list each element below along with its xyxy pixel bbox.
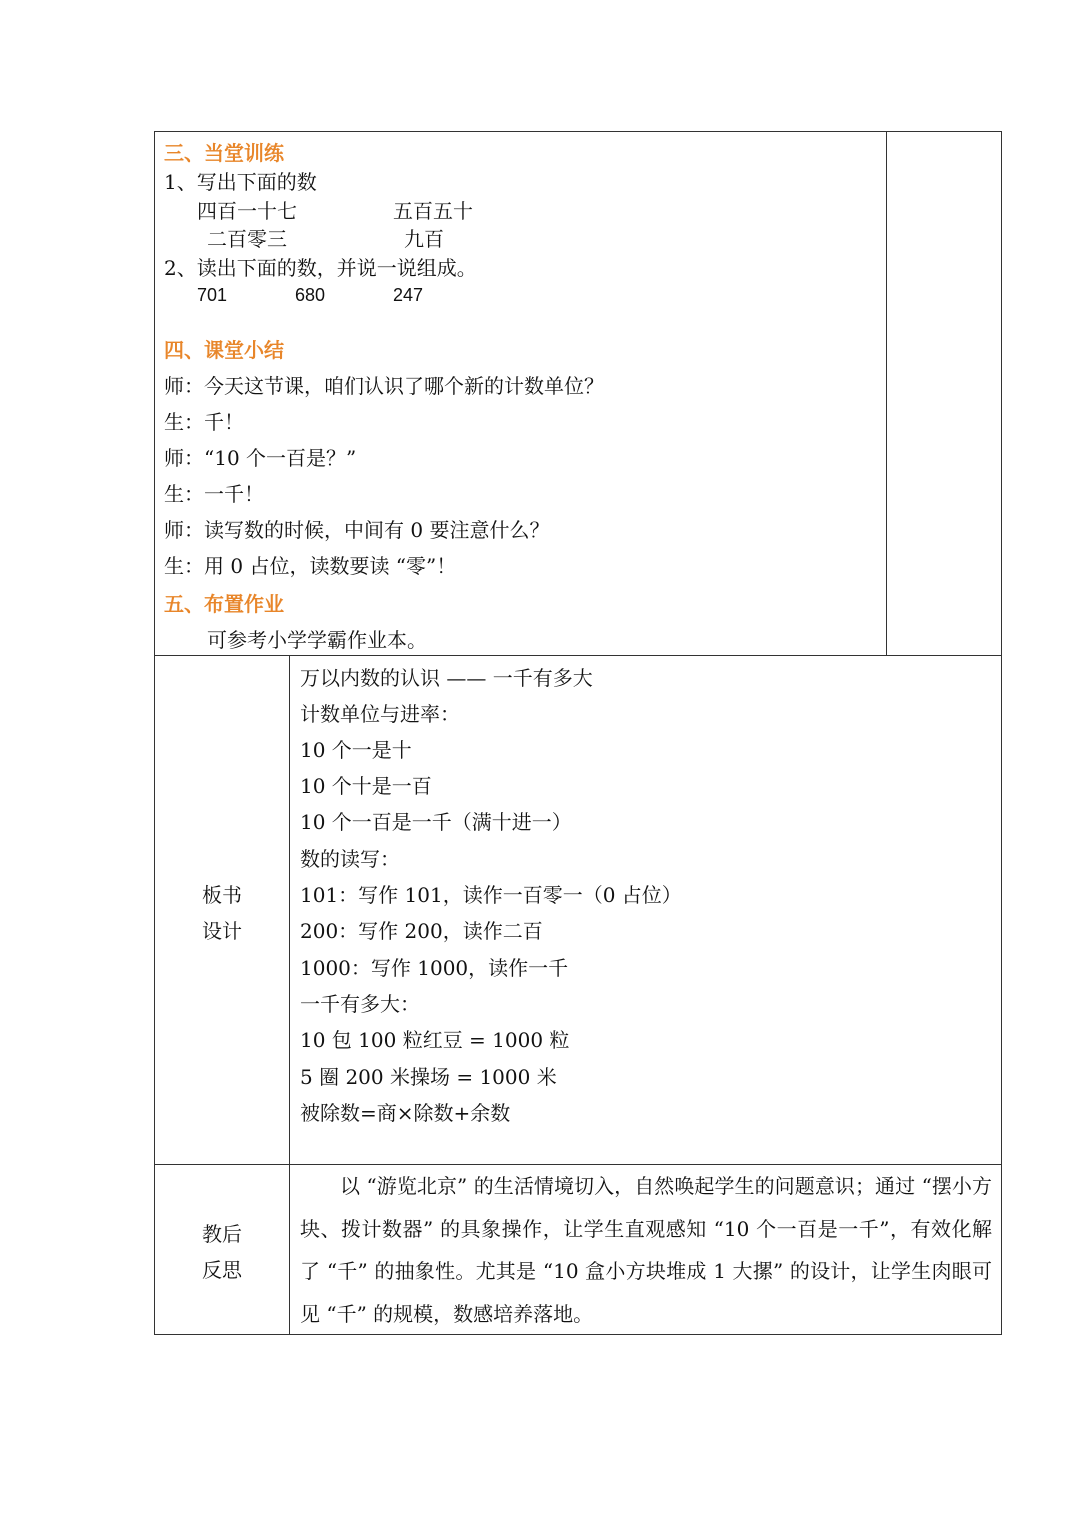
board-line: 200：写作 200，读作二百 [300,919,543,943]
homework-line: 可参考小学学霸作业本。 [207,628,427,652]
table-top-border [154,131,1002,132]
question-1: 1、写出下面的数 [164,170,317,194]
dialogue-line: 师：今天这节课，咱们认识了哪个新的计数单位？ [164,374,604,398]
dialogue-line: 师：“10 个一百是？” [164,446,357,470]
board-line: 一千有多大： [300,992,420,1016]
board-line: 5 圈 200 米操场 = 1000 米 [300,1065,557,1089]
table-right-border [1001,131,1002,1335]
board-label [155,877,289,949]
dialogue-line: 生：千！ [164,410,244,434]
dialogue-line: 师：读写数的时候，中间有 0 要注意什么？ [164,518,550,542]
label-column-divider [289,655,290,1335]
board-line: 10 包 100 粒红豆 = 1000 粒 [300,1028,570,1052]
q2-item: 701 [197,285,228,305]
section-title-summary: 四、课堂小结 [164,338,284,362]
question-2: 2、读出下面的数，并说一说组成。 [164,256,477,280]
board-label-line1: 板书 [202,883,242,907]
dialogue-line: 生：用 0 占位，读数要读 “零”！ [164,554,457,578]
q1-item: 二百零三 [207,227,287,251]
board-line: 万以内数的认识 —— 一千有多大 [300,666,593,690]
q1-item: 四百一十七 [197,199,297,223]
table-left-border [154,131,155,1335]
q1-item: 五百五十 [393,199,473,223]
board-line: 数的读写： [300,847,400,871]
row-divider-1 [154,655,1002,656]
reflection-text: 以 “游览北京” 的生活情境切入，自然唤起学生的问题意识；通过 “摆小方块、拨计数器” 的具象操作，让学生直观感知 “10 个一百是一千”，有效化解了 “千” 的抽象性。尤其是 “10 盒小方块堆成 1 大摞” 的设计，让学生肉眼可见 “千” 的规模，数感培养落地。 [300,1174,992,1326]
reflection-label [155,1216,289,1288]
reflection-label-line1: 教后 [202,1222,242,1246]
board-line: 10 个一百是一千（满十进一） [300,810,572,834]
board-line: 101：写作 101，读作一百零一（0 占位） [300,883,682,907]
q2-item: 680 [295,285,326,305]
board-line: 1000：写作 1000，读作一千 [300,956,569,980]
top-row-column-divider [886,131,887,656]
board-line: 10 个十是一百 [300,774,432,798]
board-line: 10 个一是十 [300,738,412,762]
reflection-label-line2: 反思 [202,1258,242,1282]
section-title-homework: 五、布置作业 [164,592,284,616]
q1-item: 九百 [404,227,444,251]
dialogue-line: 生：一千！ [164,482,264,506]
section-title-practice: 三、当堂训练 [164,141,284,165]
board-line: 计数单位与进率： [300,702,460,726]
q2-item: 247 [393,285,424,305]
board-line: 被除数=商×除数+余数 [300,1101,511,1125]
board-label-line2: 设计 [202,919,242,943]
